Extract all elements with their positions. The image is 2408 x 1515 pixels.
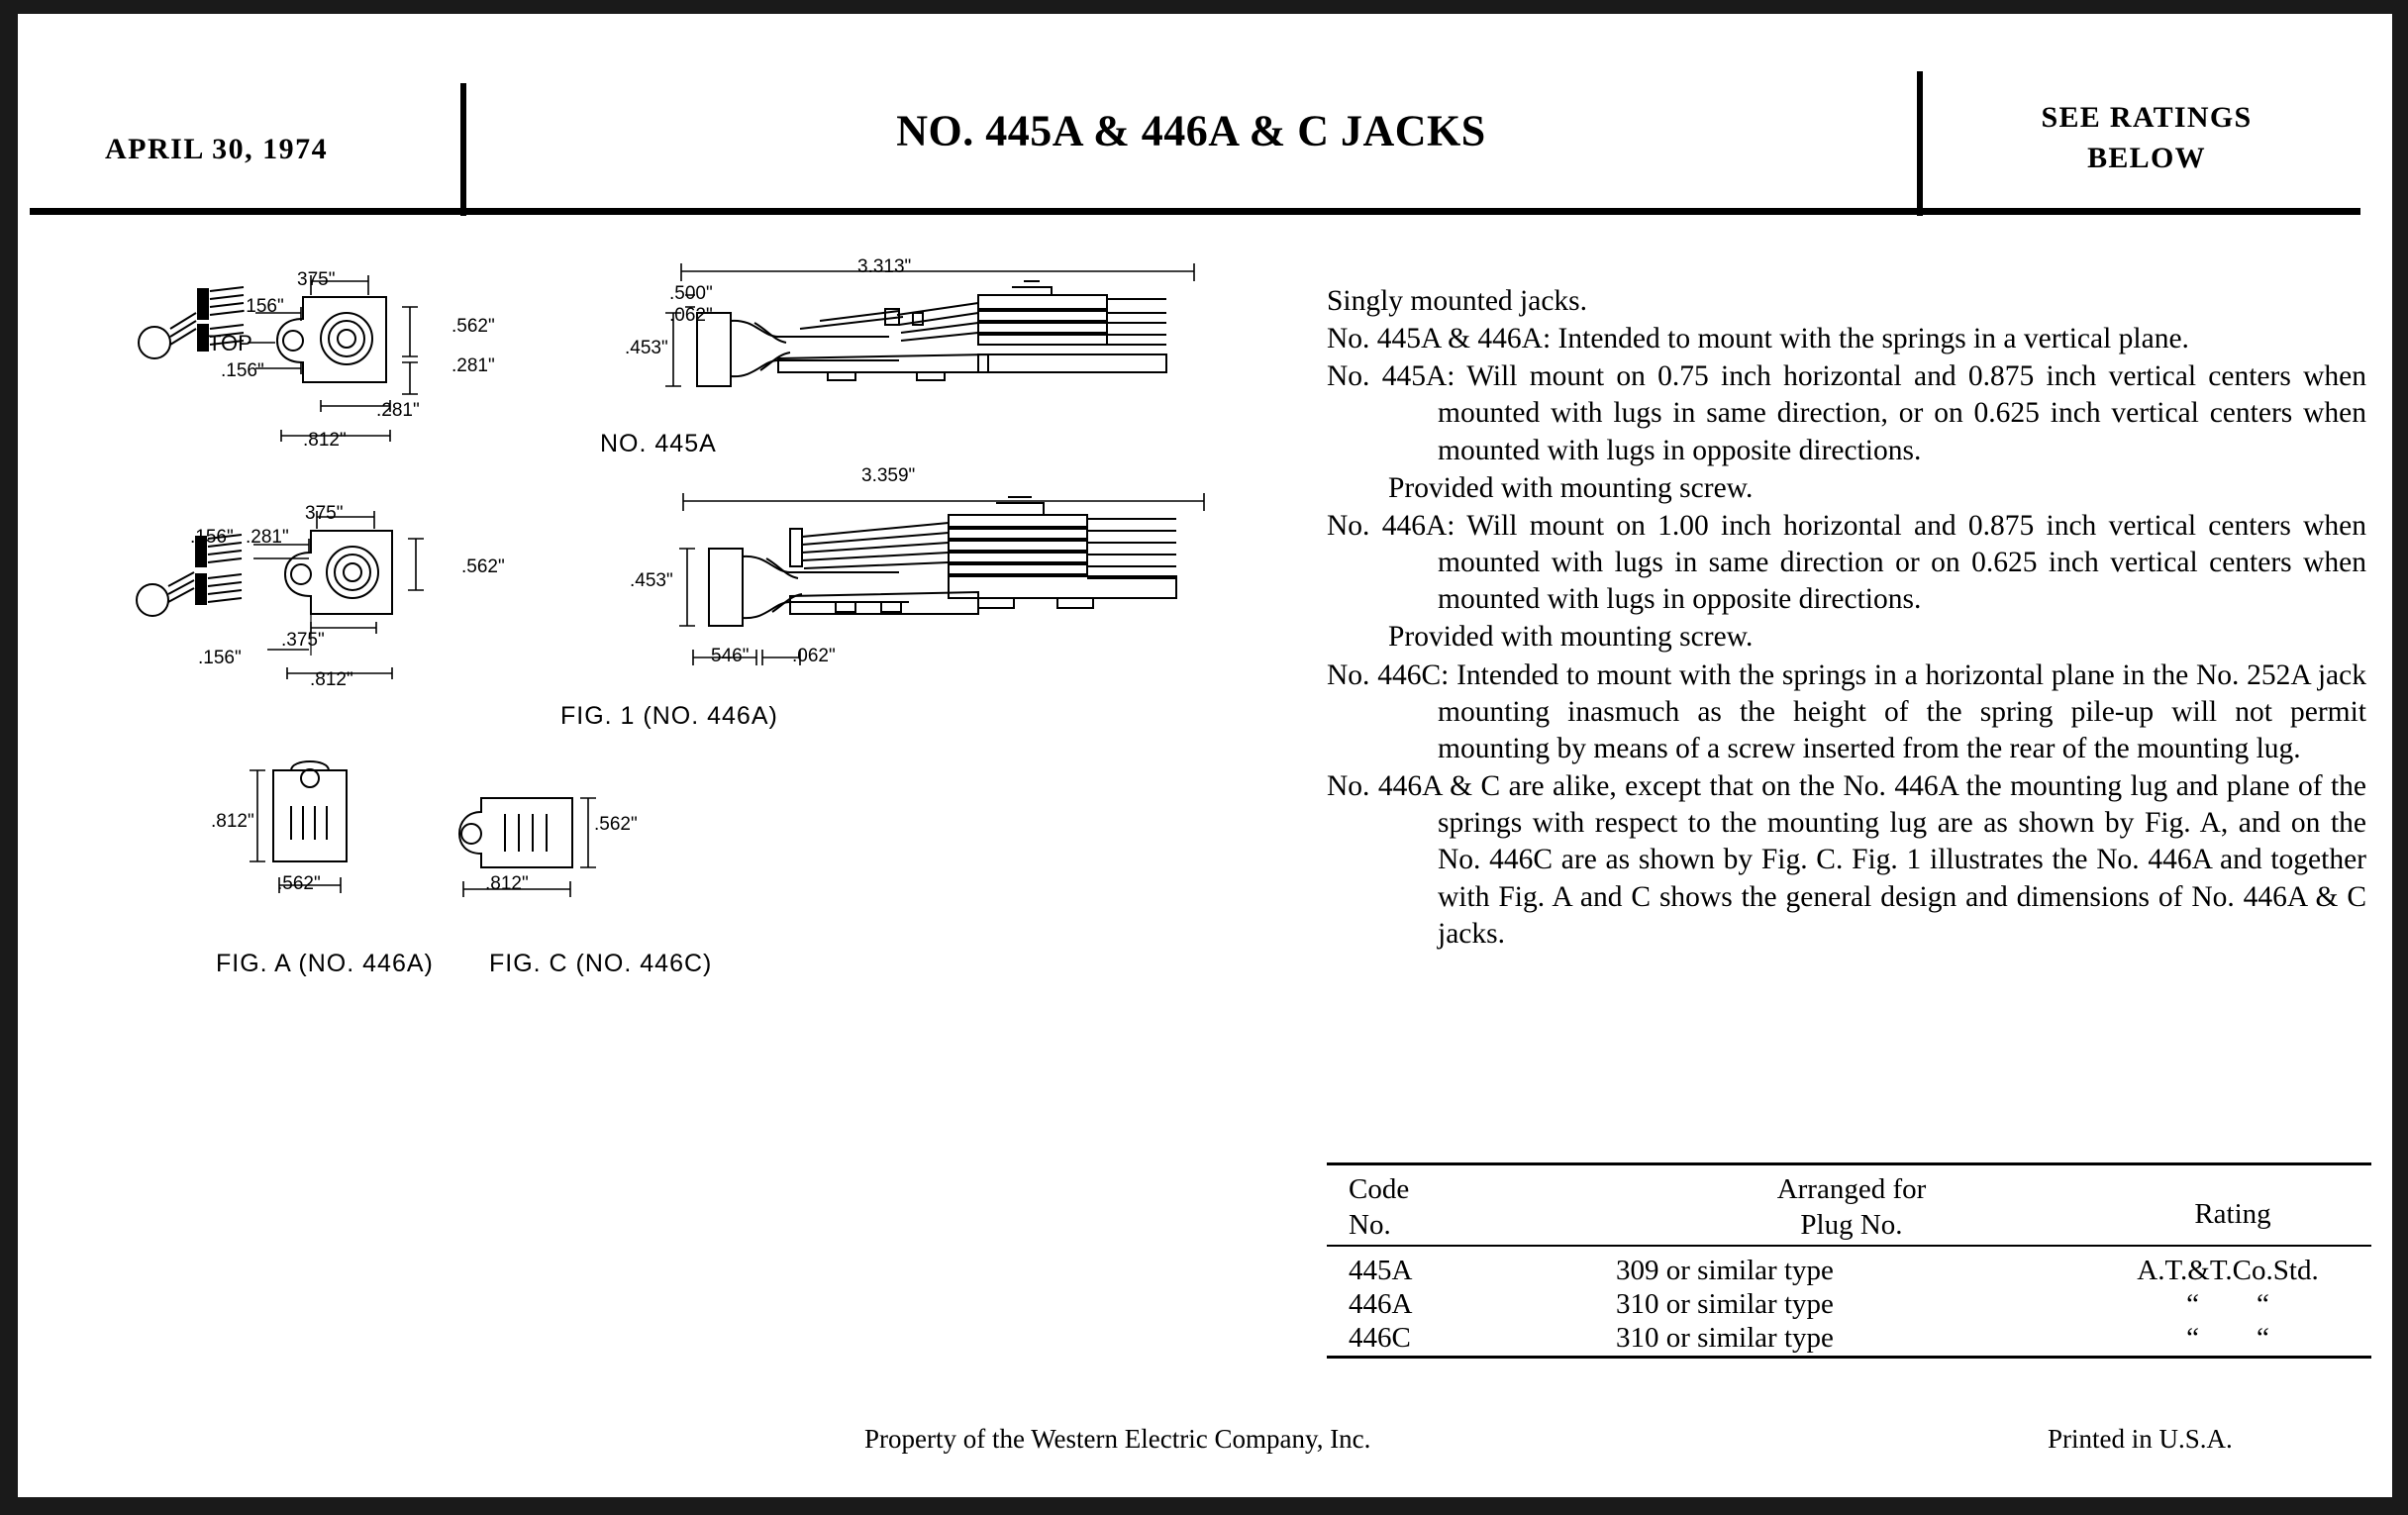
ratings-table [1327,1162,2371,1359]
note-445a-446a: No. 445A & 446A: Intended to mount with the springs in a vertical plane. [1327,323,2189,355]
dim-445a-3313: 3.313" [857,256,912,277]
cell-rating: “ “ [2186,1288,2269,1320]
footer-property-notice: Property of the Western Electric Company, Inc. [864,1424,1371,1454]
caption-fig1: FIG. 1 (NO. 446A) [560,702,778,730]
header-divider-right [1917,71,1923,216]
see-ratings-note [1929,98,2364,178]
dim-446a-062: .062" [792,646,836,666]
cell-arranged: 310 or similar type [1616,1322,1834,1354]
page-header [18,14,2392,208]
table-row [1327,1288,2371,1322]
dim-446a-156-top: .156" [190,527,234,548]
drawings-area [57,252,1315,1400]
dim-445a-281-bot: .281" [376,400,420,421]
column-header-arranged [1624,1171,2079,1244]
dim-446a-375-bot: .375" [281,630,325,651]
cell-code: 445A [1349,1255,1413,1286]
figure-446a-side-view [652,479,1265,707]
dim-445a-812: .812" [303,430,347,451]
page-title: NO. 445A & 446A & C JACKS [896,106,1486,155]
note-445a: No. 445A: Will mount on 0.75 inch horizontal and 0.875 inch vertical centers when mounted with lugs in same direction, or on 0.625 inch vertical centers when mounted with lugs in opposite directions. [1327,360,2366,466]
dim-445a-562: .562" [452,316,495,337]
dim-446a-546: 546" [711,646,750,666]
note-446a: No. 446A: Will mount on 1.00 inch horizontal and 0.875 inch vertical centers when mounted with lugs in same direction or on 0.625 inch vertical centers when mounted with lugs in opposite directions. [1327,509,2366,616]
column-header-code-line2: No. [1349,1209,1391,1242]
dim-445a-281-right: .281" [452,355,495,376]
cell-arranged: 309 or similar type [1616,1255,1834,1286]
issue-date: APRIL 30, 1974 [105,133,329,165]
dim-446a-375-top: 375" [305,503,344,524]
table-row [1327,1255,2371,1288]
dim-445a-156-bot: .156" [221,360,264,381]
dim-445a-453: .453" [625,338,668,358]
caption-445a: NO. 445A [600,430,717,457]
caption-fig-c: FIG. C (NO. 446C) [489,950,713,977]
document-page [18,14,2392,1497]
cell-rating: “ “ [2186,1322,2269,1354]
note-intro: Singly mounted jacks. [1327,285,1588,317]
note-446a-screw: Provided with mounting screw. [1388,621,1754,654]
dim-figa-562: .562" [277,873,321,894]
dim-446a-3359: 3.359" [861,465,916,486]
figure-445a-front-view [127,252,681,509]
figure-a-446a [196,757,453,925]
label-top: TOP [208,331,252,355]
dim-figa-812: .812" [211,811,254,832]
table-bottom-rule [1327,1356,2371,1359]
dim-445a-156-top: .156" [241,296,284,317]
caption-fig-a: FIG. A (NO. 446A) [216,950,434,977]
dim-445a-500: .500" [669,283,713,304]
see-ratings-line1: SEE RATINGS [2041,101,2253,134]
note-445a-screw: Provided with mounting screw. [1388,471,1754,504]
cell-code: 446A [1349,1288,1413,1320]
table-header [1327,1165,2371,1245]
table-body [1327,1247,2371,1356]
cell-arranged: 310 or similar type [1616,1288,1834,1320]
header-rule [30,208,2360,215]
figure-445a-side-view [652,252,1265,459]
dim-446a-812: .812" [310,669,353,690]
cell-code: 446C [1349,1322,1411,1354]
dim-446a-562: .562" [461,556,505,577]
header-divider-left [460,83,466,216]
column-header-arranged-line2: Plug No. [1800,1209,1903,1242]
cell-rating: A.T.&T.Co.Std. [2137,1255,2319,1286]
dim-figc-812: .812" [485,873,529,894]
dim-figc-562: .562" [594,814,638,835]
column-header-rating: Rating [2194,1198,2271,1230]
dim-445a-062: .062" [669,305,713,326]
dim-446a-281: .281" [246,527,289,548]
note-446a-c: No. 446A & C are alike, except that on the No. 446A the mounting lug and plane of the springs with respect to the mounting lug are as shown by Fig. A, and on the No. 446C are as shown by Fig. C. Fig. 1 illustrates the No. 446A and together with Fig. A and C shows the general design and dimensions of No. 446A & C jacks. [1327,770,2366,950]
figure-c-446c [424,757,681,925]
dim-446a-156-bot: .156" [198,648,242,668]
notes-column [1327,283,2366,954]
dim-445a-375: 375" [297,269,336,290]
column-header-arranged-line1: Arranged for [1776,1173,1927,1205]
table-row [1327,1322,2371,1356]
see-ratings-line2: BELOW [2087,141,2206,174]
column-header-code [1349,1171,1409,1244]
dim-446a-453: .453" [630,570,673,591]
note-446c: No. 446C: Intended to mount with the springs in a horizontal plane in the No. 252A jack mounting inasmuch as the height of the spring pile-up will not permit mounting by means of a screw inserted from the rear of the mounting lug. [1327,658,2366,764]
footer-printed-in: Printed in U.S.A. [2048,1424,2233,1454]
column-header-code-line1: Code [1349,1173,1410,1205]
